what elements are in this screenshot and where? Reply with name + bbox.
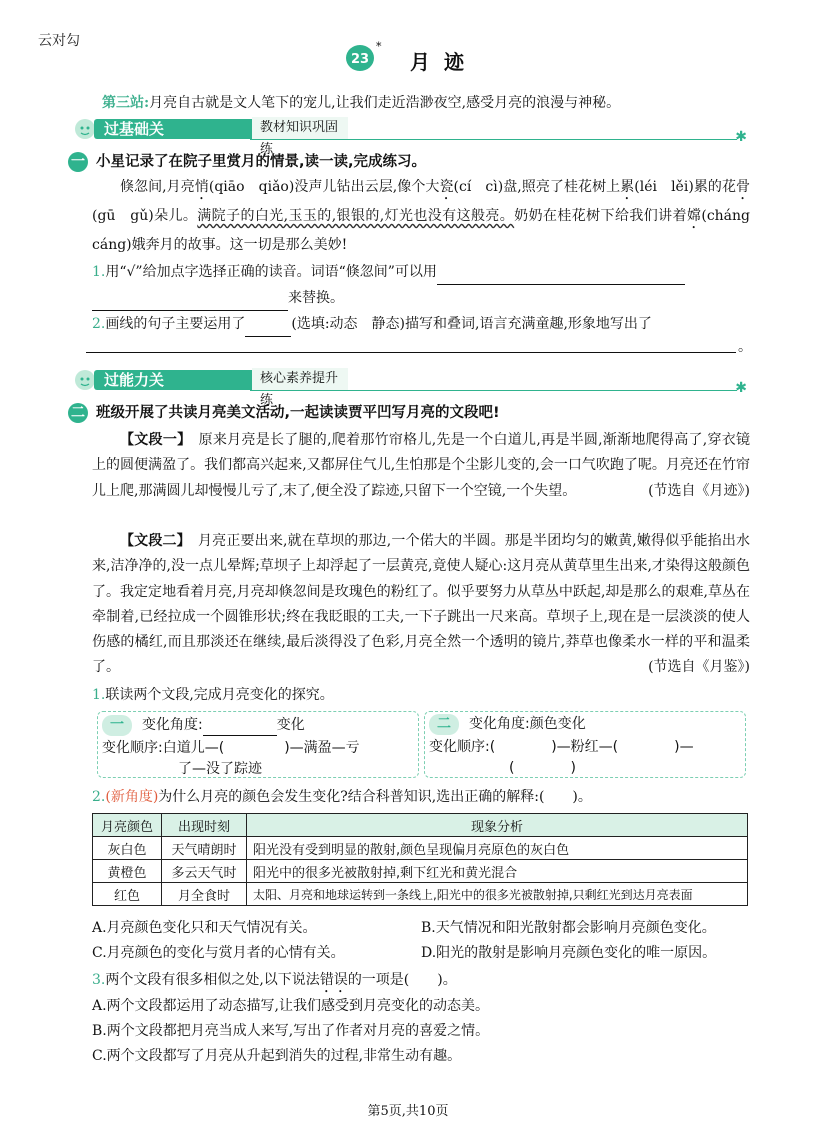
section-bar-ability xyxy=(72,368,747,408)
table-header: 月亮颜色 xyxy=(93,814,162,837)
lesson-number-badge xyxy=(345,44,375,72)
station-label: 第三站: xyxy=(102,95,150,111)
question-two-heading xyxy=(68,401,500,423)
option-d[interactable]: D.阳光的散射是影响月亮颜色变化的唯一原因。 xyxy=(421,945,717,961)
answer-blank[interactable] xyxy=(437,259,685,285)
change-box-two: 二 变化角度:颜色变化 变化顺序:( )—粉红—( )— ( ) xyxy=(424,711,746,778)
station-text: 月亮自古就是文人笔下的宠儿,让我们走近浩渺夜空,感受月亮的浪漫与神秘。 xyxy=(149,95,621,111)
table-row: 灰白色 天气晴朗时 阳光没有受到明显的散射,颜色呈现偏月亮原色的灰白色 xyxy=(93,837,748,860)
section-divider xyxy=(250,139,737,140)
text-excerpt-one: 【文段一】 原来月亮是长了腿的,爬着那竹帘格儿,先是一个白道儿,再是半圆,渐渐地爬得高了,穿衣镜上的圆便满盈了。我们都高兴起来,又都屏住气儿,生怕那是个尘影儿变的,会一口气吹跑了呢。月亮还在竹帘儿上爬,那满圆儿却慢慢儿亏了,末了,便全没了踪迹,只留下一个空镜,一个失望。 (节选自《月迹》) xyxy=(92,428,750,504)
source-note: (节选自《月迹》) xyxy=(648,482,750,499)
question-one-heading xyxy=(68,150,426,172)
dotted-char: 瓷 xyxy=(439,179,454,195)
question-2-2: 2.(新角度)为什么月亮的颜色会发生变化?结合科普知识,选出正确的解释:( )。 xyxy=(92,789,592,805)
option-b[interactable]: B.天气情况和阳光散射都会影响月亮颜色变化。 xyxy=(421,920,716,936)
option-a[interactable]: A.月亮颜色变化只和天气情况有关。 xyxy=(92,920,317,936)
question-text: 小星记录了在院子里赏月的情景,读一读,完成练习。 xyxy=(96,154,427,170)
dotted-char: 累 xyxy=(620,179,635,195)
star-icon: ✱ xyxy=(735,380,747,396)
lesson-number: 23 xyxy=(350,52,370,67)
passage: 倏忽间,月亮悄(qiāo qiǎo)没声儿钻出云层,像个大瓷(cí cì)盘,照亮了桂花树上累(léi lěi)累的花骨(gū gǔ)朵儿。满院子的白光,玉玉的,银银的,灯光也没有这般亮。奶奶在桂花树下给我们讲着嫦(cháng cáng)娥奔月的故事。这一切是那么美妙! xyxy=(92,179,765,253)
dotted-char: 骨 xyxy=(736,179,751,195)
option-c[interactable]: C.月亮颜色的变化与赏月者的心情有关。 xyxy=(92,945,345,961)
change-box-one: 一 变化角度: 变化 变化顺序:白道儿—( )—满盈—亏 了—没了踪迹 xyxy=(97,711,419,778)
table-row: 黄橙色 多云天气时 阳光中的很多光被散射掉,剩下红光和黄光混合 xyxy=(93,860,748,883)
question-2-3-options xyxy=(92,994,750,1069)
star-icon: ✱ xyxy=(735,129,747,145)
question-2-1: 1.联读两个文段,完成月亮变化的探究。 xyxy=(92,687,334,703)
question-2-2-options xyxy=(92,916,750,966)
answer-blank[interactable] xyxy=(203,714,277,736)
question-number: 一 xyxy=(68,152,88,172)
section-tag: 过基础关 xyxy=(94,119,259,139)
question-number: 二 xyxy=(68,403,88,423)
question-1-2: 2.画线的句子主要运用了 (选填:动态 静态)描写和叠词,语言充满童趣,形象地写出了 xyxy=(92,311,750,337)
page-footer: 第5页,共10页 xyxy=(367,1104,449,1119)
station-intro xyxy=(102,92,620,112)
option-b[interactable]: B.两个文段都把月亮当成人来写,写出了作者对月亮的喜爱之情。 xyxy=(92,1023,490,1039)
section-bar-basic xyxy=(72,117,747,157)
section-subtitle: 核心素养提升练 xyxy=(252,368,348,390)
section-subtitle: 教材知识巩固练 xyxy=(252,117,348,139)
dotted-char: 嫦 xyxy=(686,208,702,224)
question-2-3: 3.两个文段有很多相似之处,以下说法错误的一项是( )。 xyxy=(92,972,457,988)
answer-line[interactable] xyxy=(86,338,736,353)
option-c[interactable]: C.两个文段都写了月亮从升起到消失的过程,非常生动有趣。 xyxy=(92,1048,462,1064)
table-header: 出现时刻 xyxy=(162,814,247,837)
question-text: 班级开展了共读月亮美文活动,一起读读贾平凹写月亮的文段吧! xyxy=(96,405,500,421)
underlined-sentence: 满院子的白光,玉玉的,银银的,灯光也没有这般亮。 xyxy=(197,208,515,224)
option-a[interactable]: A.两个文段都运用了动态描写,让我们感受到月亮变化的动态美。 xyxy=(92,998,490,1014)
lesson-mark: * xyxy=(376,40,382,53)
source-note: (节选自《月鉴》) xyxy=(648,659,750,676)
answer-blank[interactable] xyxy=(245,311,291,337)
table-row: 红色 月全食时 太阳、月亮和地球运转到一条线上,阳光中的很多光被散射掉,只剩红光到达月亮表面 xyxy=(93,883,748,906)
emphasis-word: 错误 xyxy=(319,972,348,988)
page-title: 月迹 xyxy=(410,50,478,74)
brand-label: 云对勾 xyxy=(38,33,80,49)
new-angle-tag: (新角度) xyxy=(105,789,159,805)
moon-color-table xyxy=(92,813,748,906)
text-excerpt-two: 【文段二】 月亮正要出来,就在草坝的那边,一个偌大的半圆。那是半团均匀的嫩黄,嫩得似乎能掐出水来,洁净净的,没一点儿晕辉;草坝子上却浮起了一层黄亮,竟使人疑心:这月亮从黄草里生出来,才染得这般颜色了。我定定地看着月亮,月亮却倏忽间是玫瑰色的粉红了。似乎要努力从草丛中跃起,却是那么的艰难,草丛在牵制着,已经拉成一个圆锥形状;终在我眨眼的工夫,一下子跳出一尺来高。草坝子上,现在是一层淡淡的使人伤感的橘红,而且那淡还在继续,最后淡得没了色彩,月亮全然一个透明的镜片,莽草也像柔水一样的平和温柔了。 (节选自《月鉴》) xyxy=(92,529,750,681)
dotted-char: 悄 xyxy=(194,179,209,195)
question-1-1: 1.用“√”给加点字选择正确的读音。词语“倏忽间”可以用 来替换。 xyxy=(92,259,750,311)
section-tag: 过能力关 xyxy=(94,370,259,390)
table-header: 现象分析 xyxy=(247,814,748,837)
answer-blank[interactable] xyxy=(92,285,288,311)
period: 。 xyxy=(738,339,752,355)
section-divider xyxy=(250,390,737,391)
